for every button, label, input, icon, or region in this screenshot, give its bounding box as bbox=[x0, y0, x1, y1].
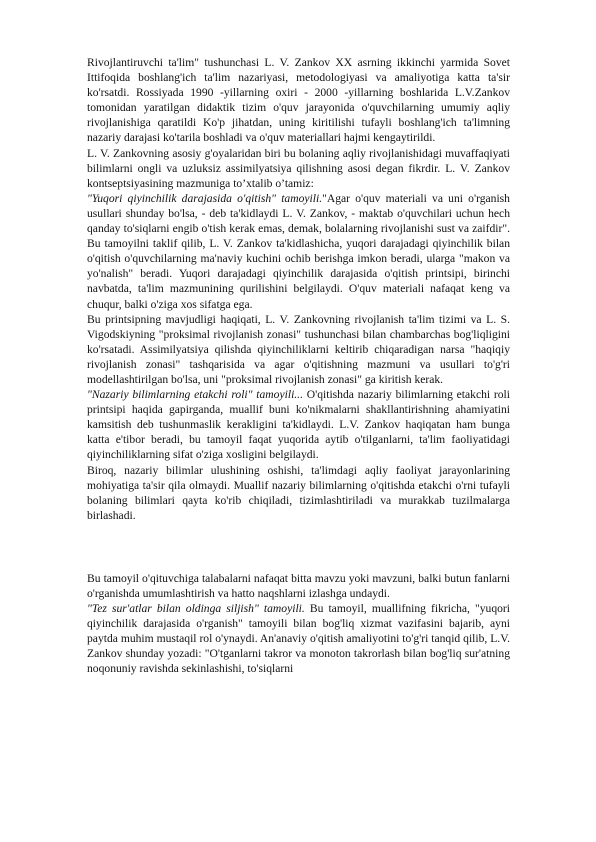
paragraph-6-text: Biroq, nazariy bilimlar ulushining oshishi, ta'limdagi aqliy faoliyat jarayonlarining mohiyatiga ta'sir qila olmaydi. Muallif nazariy bilimlarning o'qitishda etakchi o'rni tufayli bolaning bilimlari qayta ko'rib chiqiladi, tizimlashtiriladi va murakkab tuzilmalarga birlashadi. bbox=[87, 463, 510, 522]
paragraph-4-text: Bu printsipning mavjudligi haqiqati, L. V. Zankovning rivojlanish ta'lim tizimi va L. S. Vigodskiyning "proksimal rivojlanish zonasi" tushunchasi bilan chambarchas bog'liqligini ko'rsatadi. Assimilyatsiya qilishda qiyinchiliklarni keltirib chiqaradigan narsa "haqiqiy rivojlanish zonasi" tashqarisida va agar o'qitishning mazmuni va usullari to'g'ri modellashtirilgan bo'lsa, uni "proksimal rivojlanish zonasi" ga kiritish kerak. bbox=[87, 312, 510, 386]
document-page bbox=[87, 55, 510, 677]
paragraph-5-text: O'qitishda nazariy bilimlarning etakchi roli printsipi haqida gapirganda, muallif buni ko'nikmalarni shakllantirishning ahamiyatini kamsitish deb tushunmaslik kerakligini ta'kidlaydi. L.V. Zankov haqiqatan ham bunga katta e'tibor beradi, bu tamoyil faqat yuqorida aytib o'tilganlarni, ta'lim faoliyatidagi qiyinchiliklarning sifat o'ziga xosligini belgilaydi. bbox=[87, 388, 510, 462]
paragraph-8-heading: "Tez sur'atlar bilan oldinga siljish" tamoyili. bbox=[87, 602, 305, 616]
paragraph-3 bbox=[87, 191, 510, 312]
paragraph-6 bbox=[87, 463, 510, 523]
paragraph-3-text: "Agar o'quv materiali va uni o'rganish usullari shunday bo'lsa, - deb ta'kidlaydi L. V. Zankov, - maktab o'quvchilari uchun hech qanday to'siqlarni engib o'tish kerak emas, demak, bolalarning rivojlanishi sust va zaifdir". Bu tamoyilni taklif qilib, L. V. Zankov ta'kidlashicha, yuqori darajadagi qiyinchilik bilan o'qitish o'quvchilarning ma'naviy kuchini ochib berishga imkon beradi, ularga "makon va yo'nalish" beradi. Yuqori darajadagi qiyinchilik darajasida o'qitish printsipi, birinchi navbatda, ta'lim mazmunining qurilishini belgilaydi. O'quv materiali nafaqat keng va chuqur, balki o'ziga xos sifatga ega. bbox=[87, 191, 510, 311]
paragraph-2-text: L. V. Zankovning asosiy g'oyalaridan biri bu bolaning aqliy rivojlanishidagi muvaffaqiyati bilimlarni ongli va uzluksiz assimilyatsiya qilishning asosi degan fikrdir. L. V. Zankov kontseptsiyasining mazmuniga to’xtalib o’tamiz: bbox=[87, 146, 510, 190]
paragraph-2 bbox=[87, 146, 510, 191]
paragraph-4 bbox=[87, 312, 510, 387]
paragraph-1-text: Rivojlantiruvchi ta'lim" tushunchasi L. V. Zankov XX asrning ikkinchi yarmida Sovet Ittifoqida boshlang'ich ta'lim nazariyasi, metodologiyasi va amaliyotiga katta ta'sir ko'rsatdi. Rossiyada 1990 -yillarning oxiri - 2000 -yillarning boshlarida L.V.Zankov tomonidan yaratilgan didaktik tizim o'quv jarayonida o'quvchilarning umumiy aqliy rivojlanishiga qaratildi Ko'p jihatdan, uning kiritilishi tufayli boshlang'ich ta'limning nazariy darajasi ko'tarila boshladi va o'quv materiallari hajmi kengaytirildi. bbox=[87, 56, 510, 145]
paragraph-1 bbox=[87, 55, 510, 146]
paragraph-7 bbox=[87, 571, 510, 601]
paragraph-8 bbox=[87, 601, 510, 676]
paragraph-7-text: Bu tamoyil o'qituvchiga talabalarni nafaqat bitta mavzu yoki mavzuni, balki butun fanlarni o'rganishda umumlashtirish va hatto naqshlarni izlashga undaydi. bbox=[87, 571, 510, 600]
paragraph-5 bbox=[87, 387, 510, 462]
blank-gap bbox=[87, 523, 510, 571]
paragraph-5-heading: "Nazariy bilimlarning etakchi roli" tamoyili... bbox=[87, 388, 303, 402]
paragraph-3-heading: "Yuqori qiyinchilik darajasida o'qitish" tamoyili. bbox=[87, 191, 323, 205]
paragraph-8-text: Bu tamoyil, muallifning fikricha, "yuqori qiyinchilik darajasida o'rganish" tamoyili bilan bog'liq xizmat vazifasini bajarib, ayni paytda muhim mustaqil rol o'ynaydi. An'anaviy o'qitish amaliyotini to'g'ri tanqid qilib, L.V. Zankov shunday yozadi: "O'tganlarni takror va monoton takrorlash bilan bog'liq sur'atning noqonuniy ravishda sekinlashishi, to'siqlarni bbox=[87, 602, 510, 676]
